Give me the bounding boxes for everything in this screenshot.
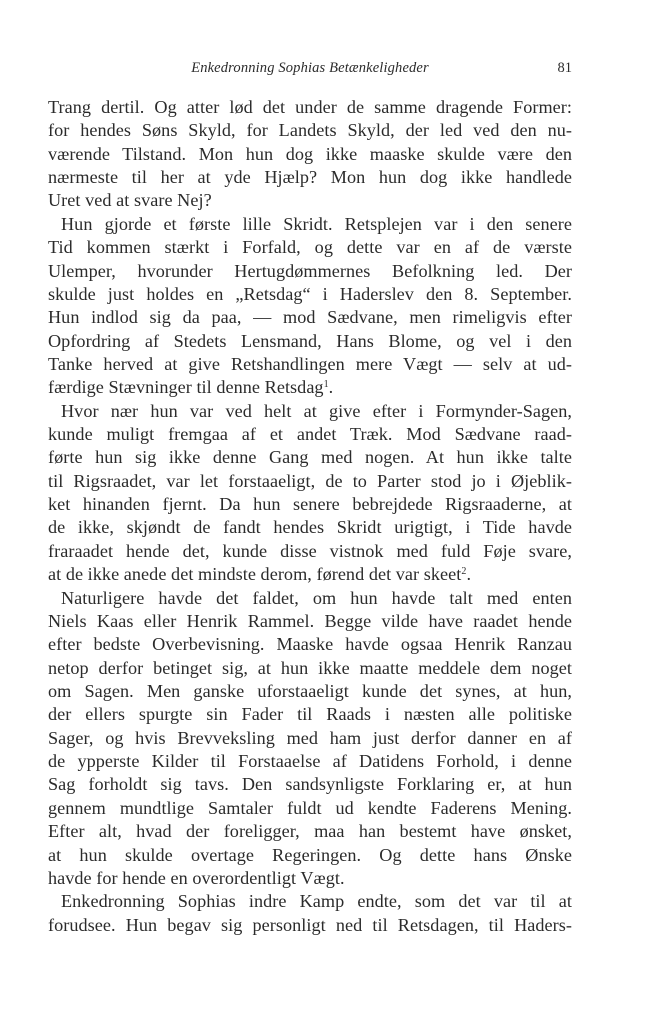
text-line: Hun indlod sig da paa, — mod Sædvane, men rimeligvis efter [48, 307, 572, 328]
text-line: Trang dertil. Og atter lød det under de samme dragende Former: [48, 97, 572, 117]
text-line: Ulemper, hvorunder Hertugdømmernes Befolkning led. Der [48, 260, 572, 281]
text-line: at hun skulde overtage Regeringen. Og dette hans Ønske [48, 844, 572, 865]
text-line: Hun gjorde et første lille Skridt. Retsplejen var i den senere [61, 213, 572, 234]
text-line-with-footnote [48, 563, 572, 586]
text-line-with-footnote [48, 376, 572, 399]
text-line: værende Tilstand. Mon hun dog ikke maaske skulde være den [48, 143, 572, 164]
text-line-content: at de ikke anede det mindste derom, førend det var skeet [48, 564, 462, 585]
text-line: forudsee. Hun begav sig personligt ned til Retsdagen, til Haders- [48, 914, 572, 935]
footnote-ref-tail: . [466, 564, 472, 585]
text-line: Naturligere havde det faldet, om hun havde talt med enten [61, 587, 572, 608]
text-line: Uret ved at svare Nej? [48, 190, 212, 211]
text-line: de ypperste Kilder til Forstaaelse af Datidens Forhold, i denne [48, 751, 572, 772]
text-line: skulde just holdes en „Retsdag“ i Haderslev den 8. September. [48, 283, 572, 304]
text-line: gennem mundtlige Samtaler fuldt ud kendte Faderens Mening. [48, 797, 572, 818]
text-line: netop derfor betinget sig, at hun ikke maatte meddele dem noget [48, 657, 572, 678]
text-line: for hendes Søns Skyld, for Landets Skyld, der led ved den nu- [48, 120, 572, 141]
text-line: nærmeste til her at yde Hjælp? Mon hun dog ikke handlede [48, 167, 572, 188]
text-line: Tid kommen stærkt i Forfald, og dette var en af de værste [48, 237, 572, 258]
text-line: Sag forholdt sig tavs. Den sandsynligste Forklaring er, at hun [48, 774, 572, 795]
page-number: 81 [557, 60, 572, 76]
footnote-ref: 1 [323, 379, 329, 391]
text-line: Niels Kaas eller Henrik Rammel. Begge vilde have raadet hende [48, 610, 572, 631]
body-text [48, 96, 572, 937]
text-line: havde for hende en overordentligt Vægt. [48, 867, 345, 888]
text-line: Enkedronning Sophias indre Kamp endte, som det var til at [61, 891, 572, 912]
text-line: til Rigsraadet, var let forstaaeligt, de to Parter stod jo i Øjeblik- [48, 470, 572, 491]
footnote-ref-tail: . [328, 377, 334, 398]
text-line: efter bedste Overbevisning. Maaske havde ogsaa Henrik Ranzau [48, 634, 572, 655]
text-line: der ellers spurgte sin Fader til Raads i næsten alle politiske [48, 704, 572, 725]
text-line: Tanke herved at give Retshandlingen mere Vægt — selv at ud- [48, 353, 572, 374]
text-line: førte hun sig ikke denne Gang med nogen. At hun ikke talte [48, 447, 572, 468]
text-line-content: færdige Stævninger til denne Retsdag [48, 377, 324, 398]
text-line: de ikke, skjøndt de fandt hendes Skridt urigtigt, i Tide havde [48, 517, 572, 538]
running-title: Enkedronning Sophias Betænkeligheder [191, 60, 429, 76]
text-line: ket hinanden fjernt. Da hun senere bebrejdede Rigsraaderne, at [48, 494, 572, 515]
text-line: kunde muligt fremgaa af et andet Træk. Mod Sædvane raad- [48, 424, 572, 445]
text-line: Sager, og hvis Brevveksling med ham just derfor danner en af [48, 727, 572, 748]
text-line: Hvor nær hun var ved helt at give efter i Formynder-Sagen, [61, 400, 572, 421]
text-line: Efter alt, hvad der foreligger, maa han bestemt have ønsket, [48, 821, 572, 842]
footnote-ref: 2 [461, 566, 467, 578]
text-line: Opfordring af Stedets Lensmand, Hans Blome, og vel i den [48, 330, 572, 351]
text-line: fraraadet hende det, kunde disse vistnok med fuld Føje svare, [48, 540, 572, 561]
text-line: om Sagen. Men ganske uforstaaeligt kunde det synes, at hun, [48, 680, 572, 701]
running-header [48, 60, 572, 82]
